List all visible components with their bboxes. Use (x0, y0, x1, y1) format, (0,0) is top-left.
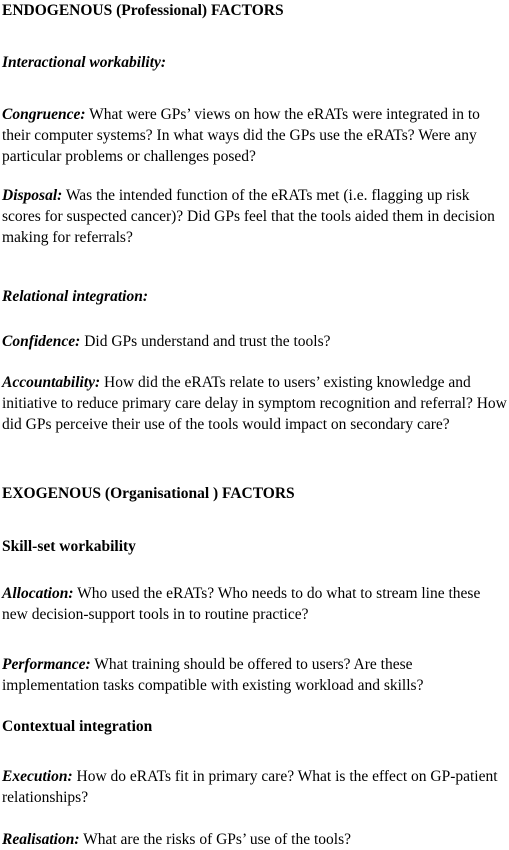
group-title-interactional-workability: Interactional workability: (2, 54, 167, 71)
group-title-contextual-integration: Contextual integration (2, 718, 153, 735)
section-heading-exogenous: EXOGENOUS (Organisational ) FACTORS (2, 485, 295, 502)
item-realisation (2, 829, 507, 850)
text-allocation: Who used the eRATs? Who needs to do what to stream line these new decision-support tools in to routine practice? (2, 585, 481, 623)
term-disposal: Disposal: (2, 187, 63, 204)
item-congruence (2, 104, 507, 167)
term-confidence: Confidence: (2, 333, 81, 350)
text-realisation: What are the risks of GPs’ use of the tools? (79, 831, 351, 848)
section-heading-endogenous: ENDOGENOUS (Professional) FACTORS (2, 2, 284, 19)
group-title-skill-set-workability: Skill-set workability (2, 538, 136, 555)
term-allocation: Allocation: (2, 585, 74, 602)
group-title-relational-integration: Relational integration: (2, 288, 148, 305)
item-allocation (2, 583, 507, 625)
item-accountability (2, 372, 507, 435)
item-execution (2, 766, 507, 808)
item-confidence (2, 331, 507, 352)
text-confidence: Did GPs understand and trust the tools? (80, 333, 331, 350)
term-execution: Execution: (2, 768, 73, 785)
text-performance: What training should be offered to users? Are these implementation tasks compatible with existing workload and skills? (2, 656, 424, 694)
text-congruence: What were GPs’ views on how the eRATs were integrated in to their computer systems? In what ways did the GPs use the eRATs? Were any particular problems or challenges posed? (2, 106, 480, 165)
term-performance: Performance: (2, 656, 91, 673)
text-execution: How do eRATs fit in primary care? What is the effect on GP-patient relationships? (2, 768, 498, 806)
text-disposal: Was the intended function of the eRATs met (i.e. flagging up risk scores for suspected cancer)? Did GPs feel that the tools aided them in decision making for referrals? (2, 187, 495, 246)
term-realisation: Realisation: (2, 831, 80, 848)
item-disposal (2, 185, 507, 248)
term-accountability: Accountability: (2, 374, 101, 391)
term-congruence: Congruence: (2, 106, 86, 123)
item-performance (2, 654, 507, 696)
text-accountability: How did the eRATs relate to users’ existing knowledge and initiative to reduce primary care delay in symptom recognition and referral? How did GPs perceive their use of the tools would impact on secondary care? (2, 374, 507, 433)
